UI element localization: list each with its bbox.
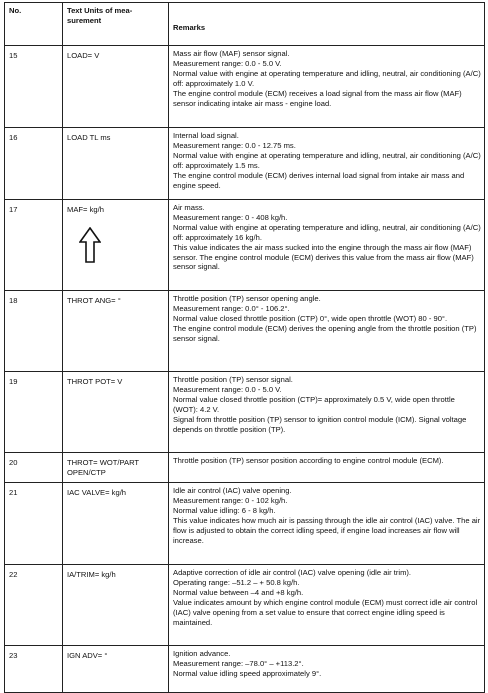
row-text-units: IAC VALVE= kg/h	[63, 483, 169, 565]
remark-line: This value indicates the air mass sucked into the engine through the mass air flow (MAF) sensor. The engine control module (ECM) derives this value from the mass air flow (MAF) sensor signal.	[173, 242, 474, 272]
remark-line: Idle air control (IAC) valve opening.	[173, 486, 292, 495]
remark-line: Value indicates amount by which engine control module (ECM) must correct idle air control (IAC) valve opening from a set value to ensure that correct engine idling speed is maintained.	[173, 597, 478, 627]
row-remarks	[169, 483, 485, 565]
table-row	[5, 453, 485, 483]
remark-line: Normal value with engine at operating temperature and idling, neutral, air conditioning (A/C) off: approximately 16 kg/h.	[173, 222, 481, 242]
row-number: 21	[5, 483, 63, 565]
parameter-table	[4, 2, 485, 693]
row-text-units: THROT ANG= °	[63, 291, 169, 372]
remark-line: Normal value with engine at operating temperature and idling, neutral, air conditioning (A/C) off: approximately 1.5 ms.	[173, 150, 481, 170]
row-text-units: IA/TRIM= kg/h	[63, 565, 169, 646]
row-remarks	[169, 291, 485, 372]
remark-line: Signal from throttle position (TP) sensor to ignition control module (ICM). Signal voltage depends on throttle position (TP).	[173, 414, 467, 434]
remark-line: Mass air flow (MAF) sensor signal.	[173, 49, 290, 58]
remark-line: Normal value with engine at operating temperature and idling, neutral, air conditioning (A/C) off: approximately 1.0 V.	[173, 68, 481, 88]
remark-line: Operating range: –51.2 – + 50.8 kg/h.	[173, 577, 300, 587]
remark-line: Measurement range: 0.0 - 5.0 V.	[173, 58, 282, 68]
remark-line: The engine control module (ECM) derives internal load signal from intake air mass and engine speed.	[173, 170, 465, 190]
table-row	[5, 483, 485, 565]
table-row	[5, 646, 485, 693]
row-remarks	[169, 200, 485, 291]
row-remarks	[169, 46, 485, 128]
table-row	[5, 291, 485, 372]
table-row	[5, 128, 485, 200]
header-no: No.	[5, 3, 63, 46]
remark-line: Measurement range: –78.0° – +113.2°.	[173, 658, 304, 668]
row-number: 15	[5, 46, 63, 128]
row-number: 18	[5, 291, 63, 372]
up-arrow-icon	[79, 227, 101, 263]
remark-line: Measurement range: 0 - 408 kg/h.	[173, 212, 288, 222]
row-number: 17	[5, 200, 63, 291]
table-row	[5, 46, 485, 128]
header-text-units: Text Units of mea- surement	[63, 3, 169, 46]
row-remarks	[169, 646, 485, 693]
remark-line: Throttle position (TP) sensor position according to engine control module (ECM).	[173, 456, 444, 465]
remark-line: Normal value closed throttle position (CTP)= approximately 0.5 V, wide open throttle (WOT): 4.2 V.	[173, 394, 455, 414]
remark-line: Measurement range: 0.0 - 12.75 ms.	[173, 140, 296, 150]
remark-line: Measurement range: 0.0 - 5.0 V.	[173, 384, 282, 394]
remark-line: Measurement range: 0 - 102 kg/h.	[173, 495, 288, 505]
table-row	[5, 372, 485, 453]
remark-line: Normal value closed throttle position (CTP) 0°, wide open throttle (WOT) 80 - 90°.	[173, 313, 448, 323]
remark-line: This value indicates how much air is passing through the idle air control (IAC) valve. The air flow is adjusted to obtain the correct idling speed, if engine load increases air flow will increase.	[173, 515, 481, 545]
document-page	[4, 2, 484, 693]
remark-line: Ignition advance.	[173, 649, 231, 658]
remark-line: Normal value idling: 6 - 8 kg/h.	[173, 505, 276, 515]
row-number: 23	[5, 646, 63, 693]
remark-line: Adaptive correction of idle air control (IAC) valve opening (idle air trim).	[173, 568, 412, 577]
remark-line: Normal value between –4 and +8 kg/h.	[173, 587, 304, 597]
row-number: 22	[5, 565, 63, 646]
table-row	[5, 200, 485, 291]
row-text-units: THROT POT= V	[63, 372, 169, 453]
row-remarks	[169, 128, 485, 200]
remark-line: Internal load signal.	[173, 131, 239, 140]
row-remarks	[169, 372, 485, 453]
row-text-units	[63, 200, 169, 291]
row-text-units: IGN ADV= °	[63, 646, 169, 693]
row-number: 19	[5, 372, 63, 453]
remark-line: Normal value idling speed approximately 9°.	[173, 668, 322, 678]
remark-line: Throttle position (TP) sensor opening angle.	[173, 294, 321, 303]
remark-line: The engine control module (ECM) receives a load signal from the mass air flow (MAF) sensor indicating intake air mass - engine load.	[173, 88, 462, 108]
remark-line: Measurement range: 0.0° - 106.2°.	[173, 303, 290, 313]
row-text-units: LOAD= V	[63, 46, 169, 128]
table-row	[5, 565, 485, 646]
row-text-label: MAF= kg/h	[67, 205, 104, 214]
row-number: 16	[5, 128, 63, 200]
row-text-units: THROT= WOT/PART OPEN/CTP	[63, 453, 169, 483]
row-remarks	[169, 565, 485, 646]
table-header-row	[5, 3, 485, 46]
remark-line: The engine control module (ECM) derives the opening angle from the throttle position (TP) sensor signal.	[173, 323, 477, 343]
remark-line: Throttle position (TP) sensor signal.	[173, 375, 293, 384]
row-number: 20	[5, 453, 63, 483]
remark-line: Air mass.	[173, 203, 205, 212]
header-remarks: Remarks	[169, 3, 485, 46]
row-remarks	[169, 453, 485, 483]
row-text-units: LOAD TL ms	[63, 128, 169, 200]
